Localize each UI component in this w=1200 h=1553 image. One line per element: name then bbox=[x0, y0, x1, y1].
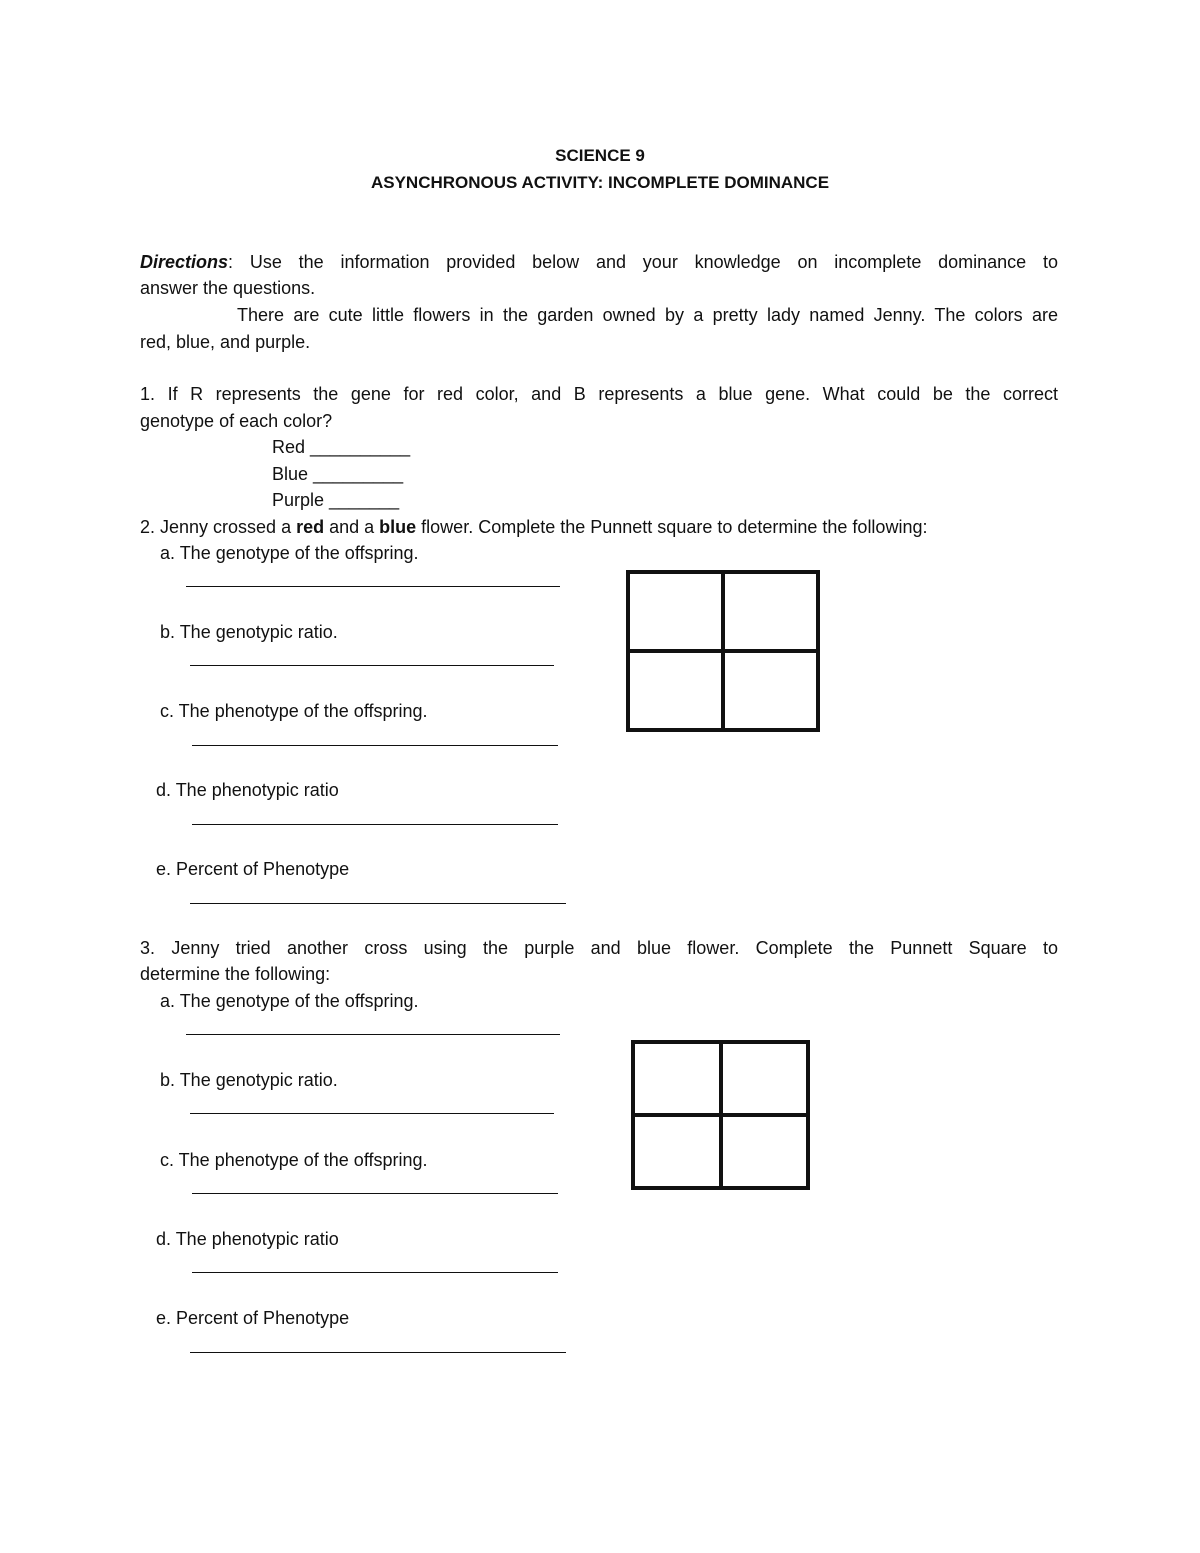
q2-item-c: c. The phenotype of the offspring. bbox=[160, 701, 428, 721]
story-line-1: There are cute little flowers in the garden owned by a pretty lady named Jenny. The colors are bbox=[237, 305, 1058, 325]
directions-line-2: answer the questions. bbox=[140, 278, 316, 298]
q2-punnett-cell[interactable] bbox=[725, 574, 816, 649]
q3-punnett-cell[interactable] bbox=[723, 1117, 807, 1186]
worksheet-title: SCIENCE 9 bbox=[555, 146, 645, 165]
q3-item-e: e. Percent of Phenotype bbox=[156, 1308, 350, 1328]
q2-punnett-cell[interactable] bbox=[725, 653, 816, 728]
q3-item-b: b. The genotypic ratio. bbox=[160, 1070, 338, 1090]
q3-answer-line-b[interactable] bbox=[190, 1113, 554, 1114]
q1-text-line-1: 1. If R represents the gene for red color, and B represents a blue gene. What could be the correct bbox=[140, 384, 1058, 404]
q2-item-d: d. The phenotypic ratio bbox=[156, 780, 339, 800]
q1-red-blank[interactable]: Red __________ bbox=[272, 437, 411, 457]
q3-punnett-cell[interactable] bbox=[723, 1044, 807, 1113]
q3-punnett-cell[interactable] bbox=[635, 1117, 719, 1186]
q2-punnett-cell[interactable] bbox=[630, 574, 721, 649]
q2-blue-word: blue bbox=[379, 517, 417, 537]
q2-item-b: b. The genotypic ratio. bbox=[160, 622, 338, 642]
q2-answer-line-c[interactable] bbox=[192, 745, 558, 746]
q3-punnett-square bbox=[631, 1040, 810, 1190]
q1-blue-blank[interactable]: Blue _________ bbox=[272, 464, 404, 484]
q2-answer-line-b[interactable] bbox=[190, 665, 554, 666]
q3-item-d: d. The phenotypic ratio bbox=[156, 1229, 339, 1249]
q3-answer-line-c[interactable] bbox=[192, 1193, 558, 1194]
q3-item-a: a. The genotype of the offspring. bbox=[160, 991, 419, 1011]
q2-answer-line-a[interactable] bbox=[186, 586, 560, 587]
q3-answer-line-a[interactable] bbox=[186, 1034, 560, 1035]
directions-label: Directions bbox=[140, 252, 229, 272]
q3-item-c: c. The phenotype of the offspring. bbox=[160, 1150, 428, 1170]
story-line-2: red, blue, and purple. bbox=[140, 332, 311, 352]
q3-text-line-1: 3. Jenny tried another cross using the purple and blue flower. Complete the Punnett Square to bbox=[140, 938, 1058, 958]
q2-answer-line-d[interactable] bbox=[192, 824, 558, 825]
q2-text: 2. Jenny crossed a red and a blue flower. Complete the Punnett square to determine the following: bbox=[140, 517, 928, 537]
q2-item-e: e. Percent of Phenotype bbox=[156, 859, 350, 879]
worksheet-subtitle: ASYNCHRONOUS ACTIVITY: INCOMPLETE DOMINANCE bbox=[370, 173, 830, 192]
q3-answer-line-e[interactable] bbox=[190, 1352, 566, 1353]
q2-punnett-square bbox=[626, 570, 820, 732]
q2-punnett-cell[interactable] bbox=[630, 653, 721, 728]
q1-text-line-2: genotype of each color? bbox=[140, 411, 333, 431]
q1-purple-blank[interactable]: Purple _______ bbox=[272, 490, 400, 510]
q2-red-word: red bbox=[296, 517, 325, 537]
q3-punnett-cell[interactable] bbox=[635, 1044, 719, 1113]
directions-line-1: Directions: Use the information provided below and your knowledge on incomplete dominance to bbox=[140, 252, 1058, 272]
q2-item-a: a. The genotype of the offspring. bbox=[160, 543, 419, 563]
q2-answer-line-e[interactable] bbox=[190, 903, 566, 904]
q3-text-line-2: determine the following: bbox=[140, 964, 331, 984]
q3-answer-line-d[interactable] bbox=[192, 1272, 558, 1273]
